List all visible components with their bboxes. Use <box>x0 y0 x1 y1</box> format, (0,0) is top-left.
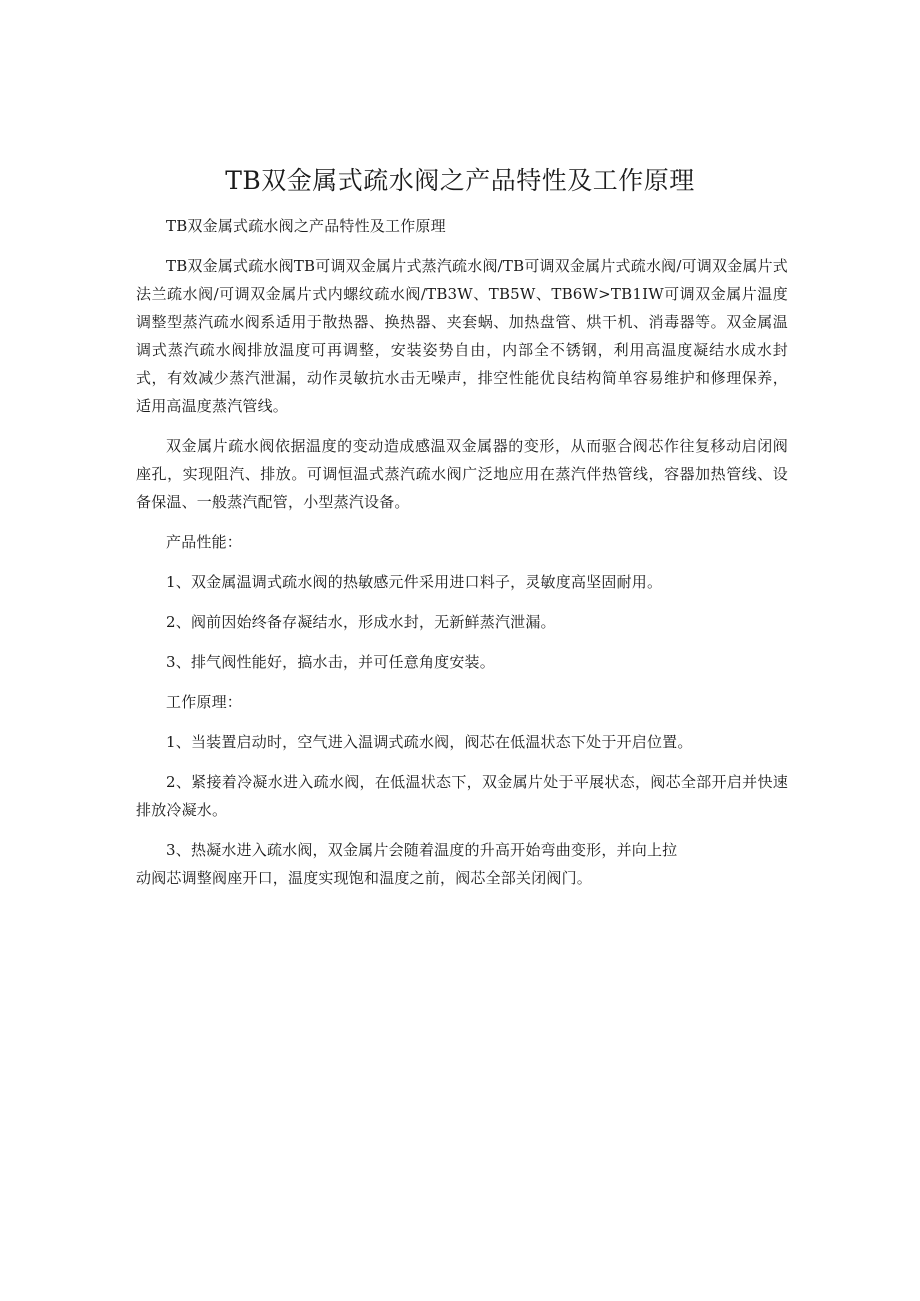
intro-paragraph: TB双金属式疏水阀TB可调双金属片式蒸汽疏水阀/TB可调双金属片式疏水阀/可调双金属片式法兰疏水阀/可调双金属片式内螺纹疏水阀/TB3W、TB5W、TB6W>TB1IW可调双金属片温度调整型蒸汽疏水阀系适用于散热器、换热器、夹套蜗、加热盘管、烘干机、消毒器等。双金属温调式蒸汽疏水阀排放温度可再调整，安装姿势自由，内部全不锈钢，利用高温度凝结水成水封式，有效减少蒸汽泄漏，动作灵敏抗水击无噪声，排空性能优良结构简单容易维护和修理保养，适用高温度蒸汽管线。 <box>136 257 788 415</box>
principle-item: 3、热凝水进入疏水阀，双金属片会随着温度的升高开始弯曲变形，并向上拉 <box>166 841 678 859</box>
performance-heading: 产品性能： <box>166 533 243 551</box>
principle-item-continuation: 动阀芯调整阀座开口，温度实现饱和温度之前，阀芯全部关闭阀门。 <box>136 869 593 887</box>
principle-item: 2、紧接着冷凝水进入疏水阀，在低温状态下，双金属片处于平展状态，阀芯全部开启并快速排放冷凝水。 <box>136 773 788 819</box>
principle-heading: 工作原理： <box>166 693 243 711</box>
intro-paragraph: 双金属片疏水阀依据温度的变动造成感温双金属器的变形，从而驱合阀芯作往复移动启闭阀座孔，实现阻汽、排放。可调恒温式蒸汽疏水阀广泛地应用在蒸汽伴热管线，容器加热管线、设备保温、一般蒸汽配管，小型蒸汽设备。 <box>136 437 788 511</box>
document-subtitle: TB双金属式疏水阀之产品特性及工作原理 <box>166 217 446 235</box>
performance-item: 3、排气阀性能好，搞水击，并可任意角度安装。 <box>166 653 495 671</box>
performance-item: 1、双金属温调式疏水阀的热敏感元件采用进口料子，灵敏度高坚固耐用。 <box>166 573 663 591</box>
performance-item: 2、阀前因始终备存凝结水，形成水封，无新鲜蒸汽泄漏。 <box>166 613 556 631</box>
document-body <box>136 212 788 904</box>
principle-item: 1、当装置启动时，空气进入温调式疏水阀，阀芯在低温状态下处于开启位置。 <box>166 733 693 751</box>
document-title: TB双金属式疏水阀之产品特性及工作原理 <box>225 166 695 195</box>
